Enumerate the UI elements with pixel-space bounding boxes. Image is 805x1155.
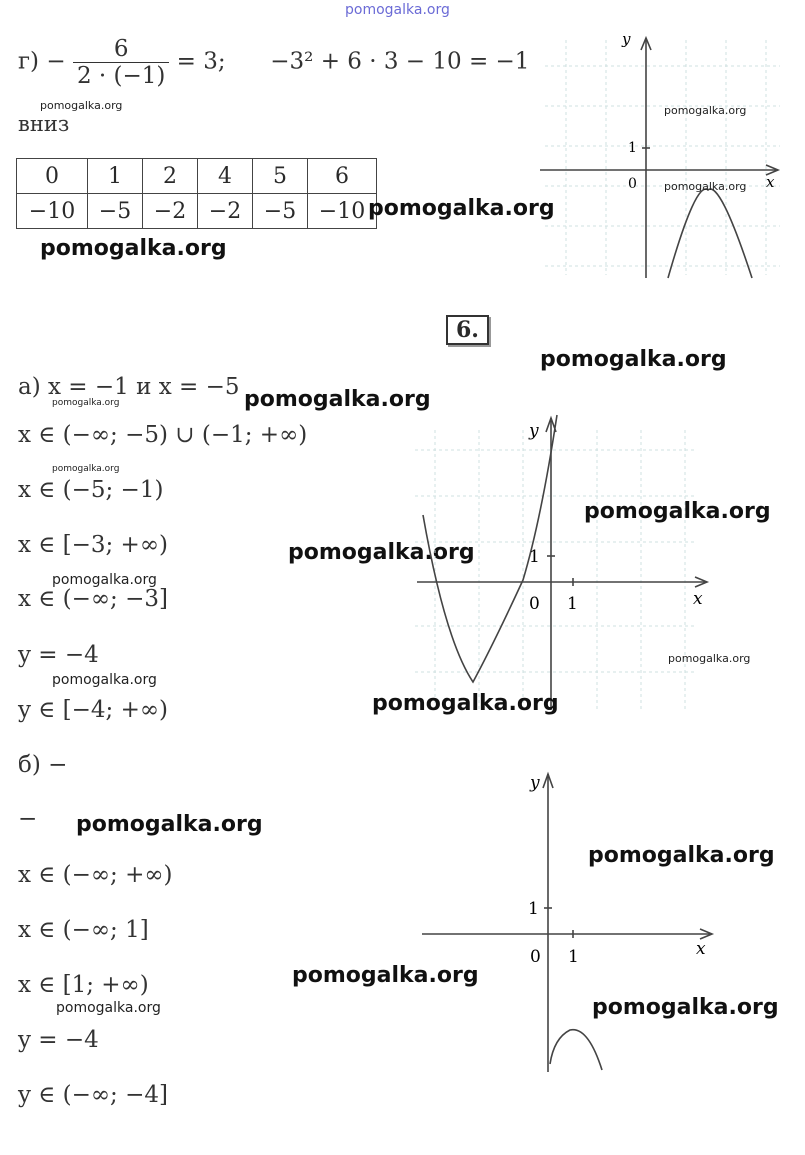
graph-part-b	[418, 768, 718, 1078]
watermark-large: pomogalka.org	[368, 196, 555, 221]
part-a-line-5: x ∈ (−∞; −3]	[18, 586, 168, 612]
y-axis-label: y	[529, 421, 539, 441]
part-b-line-1: б) −	[18, 752, 68, 778]
table-cell: −2	[143, 194, 198, 229]
watermark-large: pomogalka.org	[244, 387, 431, 412]
watermark-large: pomogalka.org	[292, 963, 479, 988]
part-g-fraction	[73, 36, 169, 89]
part-g-vertex-y: −3² + 6 · 3 − 10 = −1	[270, 48, 530, 75]
graph-part-g	[540, 30, 790, 280]
part-b-line-7: y ∈ (−∞; −4]	[18, 1082, 168, 1108]
fraction-numerator: 6	[113, 36, 129, 62]
table-cell: −10	[17, 194, 88, 229]
table-cell: 6	[308, 159, 377, 194]
graph-part-a	[405, 410, 715, 715]
watermark-large: pomogalka.org	[40, 236, 227, 261]
part-b-line-4: x ∈ (−∞; 1]	[18, 917, 149, 943]
watermark-large: pomogalka.org	[288, 540, 475, 565]
part-b-line-3: x ∈ (−∞; +∞)	[18, 862, 173, 888]
table-row-x	[17, 159, 377, 194]
watermark-small: pomogalka.org	[664, 104, 747, 117]
y-unit-label: 1	[529, 547, 540, 567]
x-unit-label: 1	[567, 594, 578, 614]
table-cell: 2	[143, 159, 198, 194]
table-cell: −10	[308, 194, 377, 229]
part-g-label: г)	[18, 48, 40, 75]
top-watermark: pomogalka.org	[345, 2, 450, 18]
part-b-line-2: −	[18, 806, 38, 832]
origin-label: 0	[530, 947, 541, 967]
table-cell: −2	[198, 194, 253, 229]
part-g-minus: −	[46, 48, 66, 75]
part-a-line-6: y = −4	[18, 642, 99, 668]
origin-label: 0	[529, 594, 540, 614]
x-axis-label: x	[693, 589, 703, 609]
fraction-denominator: 2 · (−1)	[73, 62, 169, 89]
watermark-large: pomogalka.org	[588, 843, 775, 868]
table-cell: −5	[253, 194, 308, 229]
watermark-small: pomogalka.org	[40, 99, 123, 112]
watermark-large: pomogalka.org	[592, 995, 779, 1020]
x-axis-label: x	[696, 939, 706, 959]
x-unit-label: 1	[568, 947, 579, 967]
table-cell: −5	[88, 194, 143, 229]
part-g-result: = 3;	[176, 48, 226, 75]
direction-text: вниз	[18, 112, 70, 136]
y-axis-label: y	[530, 773, 540, 793]
watermark-large: pomogalka.org	[540, 347, 727, 372]
watermark-large: pomogalka.org	[76, 812, 263, 837]
watermark-small: pomogalka.org	[664, 180, 747, 193]
table-cell: 4	[198, 159, 253, 194]
origin-label: 0	[628, 176, 637, 192]
watermark-small: pomogalka.org	[52, 398, 120, 408]
part-b-line-6: y = −4	[18, 1027, 99, 1053]
y-axis-label: y	[622, 30, 631, 48]
x-axis-label: x	[766, 173, 775, 191]
watermark-large: pomogalka.org	[584, 499, 771, 524]
watermark-small: pomogalka.org	[52, 464, 120, 474]
y-unit-label: 1	[628, 140, 637, 156]
watermark-small: pomogalka.org	[668, 652, 751, 665]
part-a-line-1: а) x = −1 и x = −5	[18, 374, 240, 400]
part-g-equation	[18, 36, 529, 89]
values-table	[16, 158, 377, 229]
table-cell: 1	[88, 159, 143, 194]
part-a-line-7: y ∈ [−4; +∞)	[18, 697, 168, 723]
y-unit-label: 1	[528, 899, 539, 919]
watermark-small: pomogalka.org	[56, 1000, 161, 1016]
part-a-line-3: x ∈ (−5; −1)	[18, 477, 164, 503]
part-b-line-5: x ∈ [1; +∞)	[18, 972, 149, 998]
problem-number: 6.	[446, 315, 489, 345]
table-row-y	[17, 194, 377, 229]
watermark-large: pomogalka.org	[372, 691, 559, 716]
watermark-small: pomogalka.org	[52, 672, 157, 688]
table-cell: 5	[253, 159, 308, 194]
part-a-line-4: x ∈ [−3; +∞)	[18, 532, 168, 558]
watermark-small: pomogalka.org	[52, 572, 157, 588]
table-cell: 0	[17, 159, 88, 194]
part-a-line-2: x ∈ (−∞; −5) ∪ (−1; +∞)	[18, 422, 308, 448]
